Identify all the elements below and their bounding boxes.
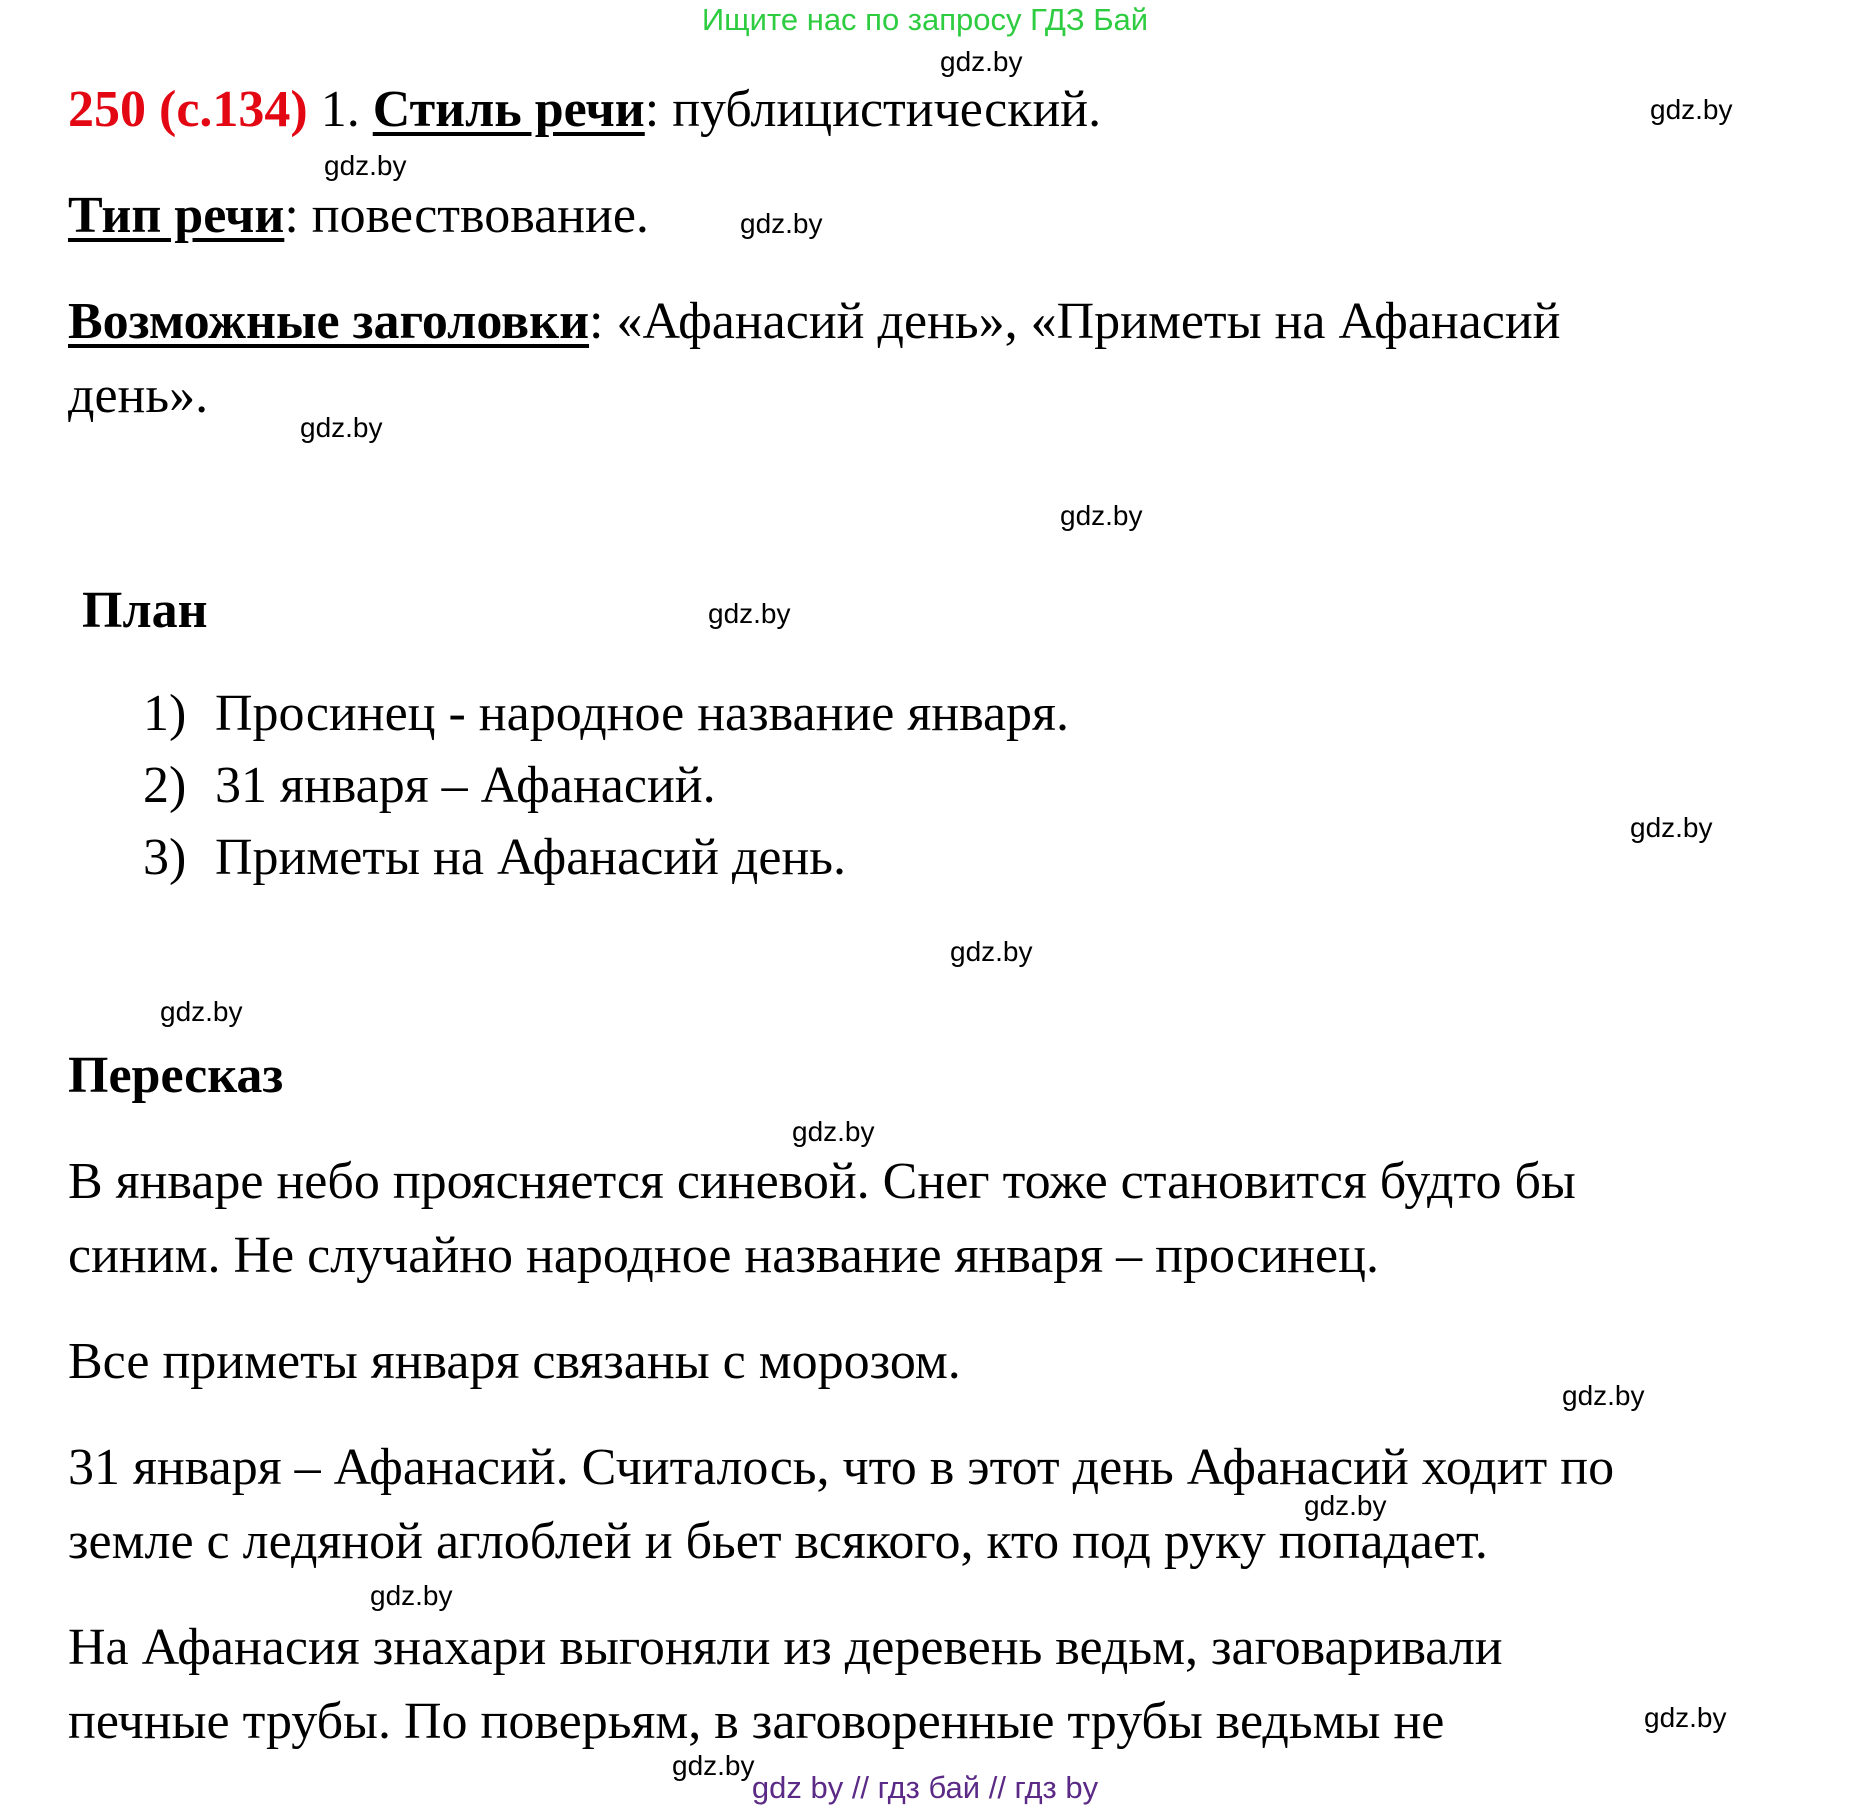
plan-heading: План [82,582,208,639]
retelling-line: синим. Не случайно народное название января – просинец. [68,1227,1379,1284]
retelling-line: В январе небо проясняется синевой. Снег тоже становится будто бы [68,1153,1576,1210]
type-label: Тип речи [68,187,285,244]
style-value: : публицистический. [644,81,1102,138]
watermark: gdz.by [1060,500,1143,531]
titles-label: Возможные заголовки [68,293,590,350]
style-label: Стиль речи [372,81,645,138]
watermark: gdz.by [740,208,823,239]
retelling-line: 31 января – Афанасий. Считалось, что в этот день Афанасий ходит по [68,1439,1615,1496]
watermark: gdz.by [300,412,383,443]
watermark: gdz.by [950,936,1033,967]
watermark: gdz.by [1650,94,1733,125]
retelling-line: земле с ледяной аглоблей и бьет всякого, кто под руку попадает. [68,1513,1488,1570]
exercise-item: 1. [320,81,360,138]
plan-item-number: 2) [143,757,187,814]
retelling-line: На Афанасия знахари выгоняли из деревень ведьм, заговаривали [68,1619,1503,1676]
retelling-line: Все приметы января связаны с морозом. [68,1333,961,1390]
exercise-number: 250 (с.134) [68,81,308,138]
type-value: : повествование. [284,187,649,244]
plan-item-text: 31 января – Афанасий. [215,757,716,814]
watermark: gdz.by [370,1580,453,1611]
watermark: gdz.by [160,996,243,1027]
plan-item-number: 3) [143,829,187,886]
retelling-line: печные трубы. По поверьям, в заговоренные трубы ведьмы не [68,1693,1445,1750]
watermark: gdz.by [1630,812,1713,843]
watermark: gdz.by [324,150,407,181]
titles-line-2: день». [68,367,209,424]
retelling-heading: Пересказ [68,1047,284,1104]
watermark: gdz.by [708,598,791,629]
plan-item [143,685,1069,742]
watermark: gdz.by [1562,1380,1645,1411]
footer-links: gdz by // гдз бай // гдз by [751,1770,1099,1805]
watermark: gdz.by [1644,1702,1727,1733]
plan-item [143,829,847,886]
watermark: gdz.by [672,1750,755,1781]
watermark: gdz.by [792,1116,875,1147]
watermark: gdz.by [940,46,1023,77]
plan-item [143,757,716,814]
exercise-header [68,81,1102,138]
plan-item-text: Просинец - народное название января. [215,685,1069,742]
watermark: gdz.by [1304,1490,1387,1521]
type-line [68,187,649,244]
plan-item-text: Приметы на Афанасий день. [215,829,847,886]
search-note: Ищите нас по запросу ГДЗ Бай [701,2,1149,37]
titles-line [68,293,1561,350]
plan-item-number: 1) [143,685,187,742]
titles-value: : «Афанасий день», «Приметы на Афанасий [589,293,1561,350]
